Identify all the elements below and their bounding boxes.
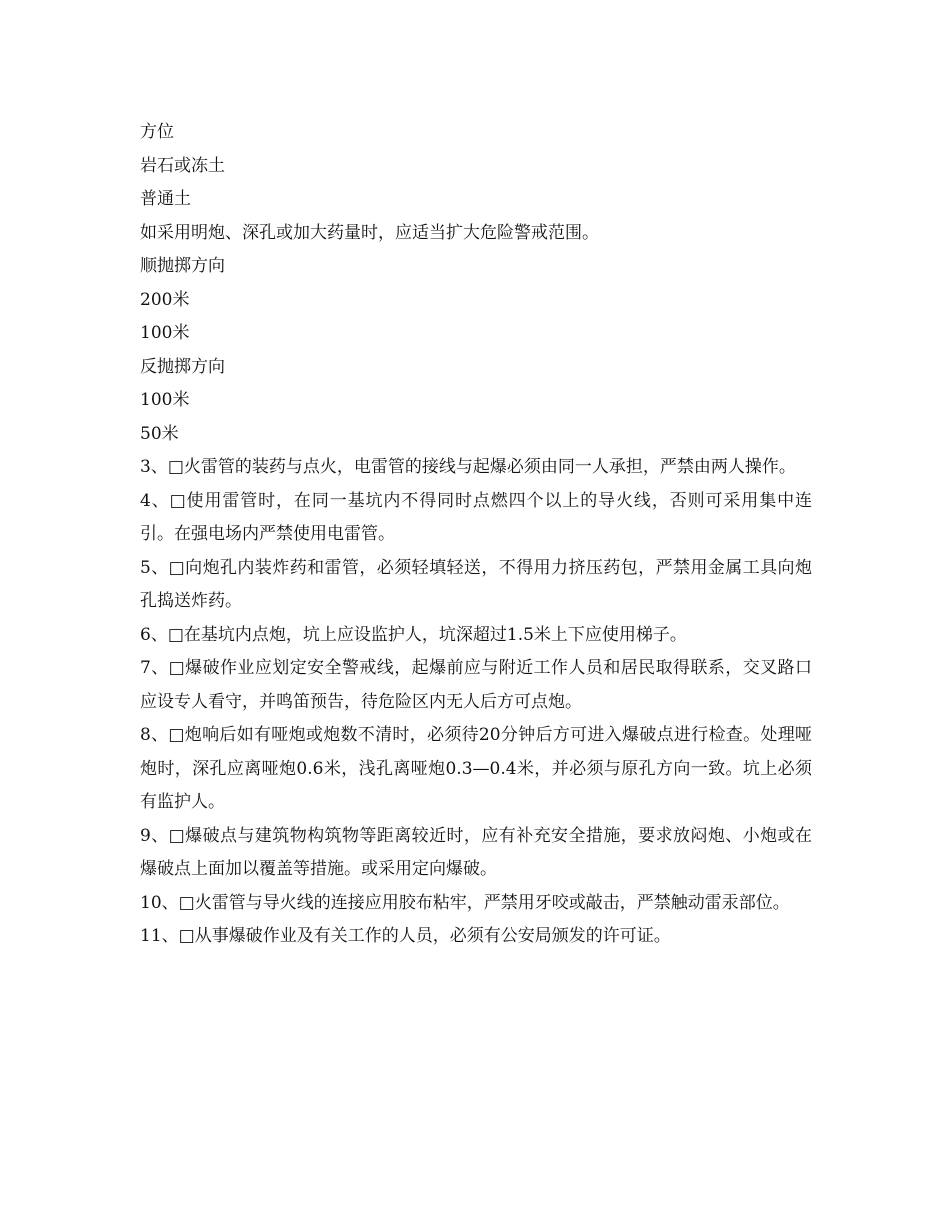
safety-rule-9: 9、□爆破点与建筑物构筑物等距离较近时，应有补充安全措施，要求放闷炮、小炮或在爆破点上面加以覆盖等措施。或采用定向爆破。 [140, 825, 812, 879]
safety-rule-8: 8、□炮响后如有哑炮或炮数不清时，必须待20分钟后方可进入爆破点进行检查。处理哑炮时，深孔应离哑炮0.6米，浅孔离哑炮0.3—0.4米，并必须与原孔方向一致。坑上必须有监护人。 [140, 725, 812, 812]
document-body [140, 116, 812, 954]
text-line: 反抛掷方向 [140, 356, 225, 377]
safety-rule-3: 3、□火雷管的装药与点火，电雷管的接线与起爆必须由同一人承担，严禁由两人操作。 [140, 457, 796, 477]
safety-rule-10: 10、□火雷管与导火线的连接应用胶布粘牢，严禁用牙咬或敲击，严禁触动雷汞部位。 [140, 892, 790, 913]
text-line: 200米 [140, 289, 190, 310]
safety-rule-11: 11、□从事爆破作业及有关工作的人员，必须有公安局颁发的许可证。 [140, 926, 671, 946]
text-line: 如采用明炮、深孔或加大药量时，应适当扩大危险警戒范围。 [140, 222, 599, 243]
safety-rule-6: 6、□在基坑内点炮，坑上应设监护人，坑深超过1.5米上下应使用梯子。 [140, 624, 687, 645]
safety-rule-7: 7、□爆破作业应划定安全警戒线，起爆前应与附近工作人员和居民取得联系，交叉路口应设专人看守，并鸣笛预告，待危险区内无人后方可点炮。 [140, 658, 812, 712]
text-line: 100米 [140, 323, 190, 343]
text-line: 岩石或冻土 [140, 155, 225, 176]
safety-rule-4: 4、□使用雷管时，在同一基坑内不得同时点燃四个以上的导火线，否则可采用集中连引。在强电场内严禁使用电雷管。 [140, 490, 812, 544]
text-line: 100米 [140, 390, 190, 410]
text-line: 50米 [140, 423, 179, 444]
text-line: 普通土 [140, 189, 191, 209]
text-line: 顺抛掷方向 [140, 256, 225, 276]
text-line: 方位 [140, 122, 174, 142]
safety-rule-5: 5、□向炮孔内装炸药和雷管，必须轻填轻送，不得用力挤压药包，严禁用金属工具向炮孔捣送炸药。 [140, 557, 812, 611]
